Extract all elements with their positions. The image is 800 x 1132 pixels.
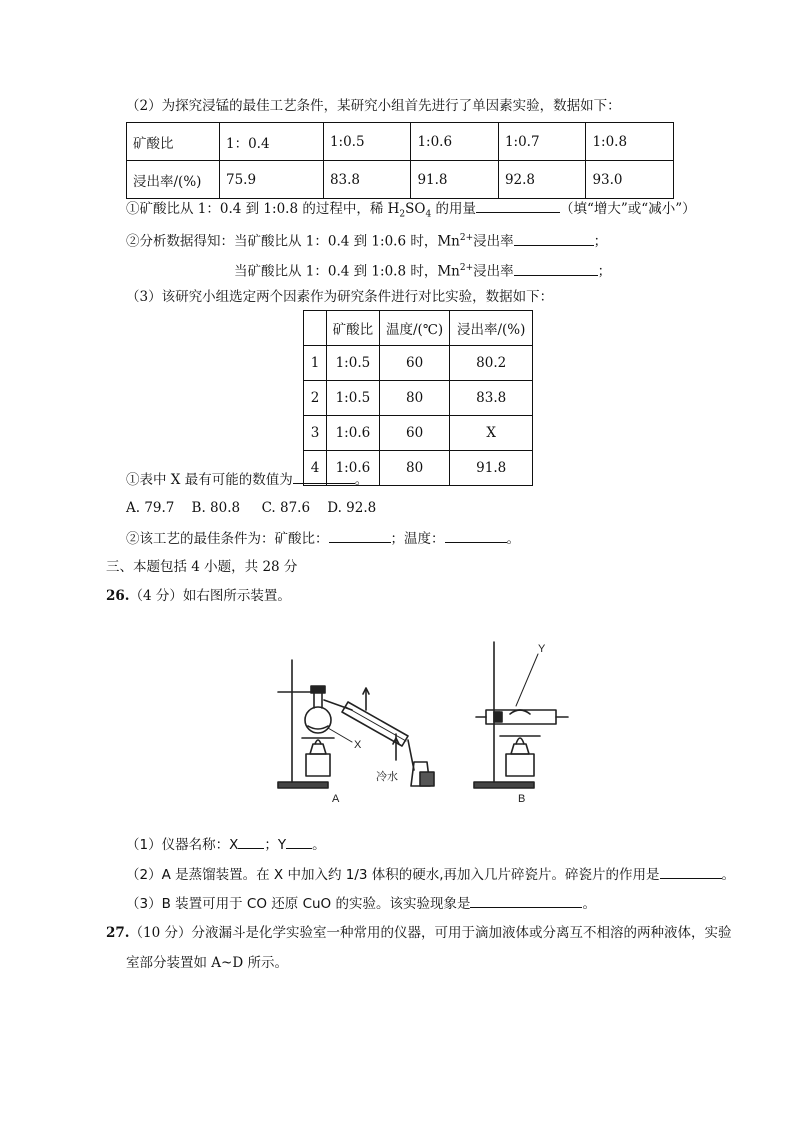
table-cell: 1:0.8 — [586, 123, 674, 161]
table-cell: 1:0.6 — [411, 123, 499, 161]
table-row — [304, 311, 533, 346]
label-cold-water: 冷水 — [376, 770, 398, 783]
table-cell: X — [450, 416, 533, 451]
table-cell: 4 — [304, 451, 327, 486]
answer-blank[interactable] — [514, 261, 598, 276]
table-cell: 1:0.6 — [327, 416, 380, 451]
table-cell: 1:0.6 — [327, 451, 380, 486]
ice-block — [420, 772, 434, 786]
q2-sub1: ①矿酸比从 1：0.4 到 1:0.8 的过程中，稀 $H_2SO_4$ 的用量 （填“增大”或“减小”） — [126, 198, 696, 225]
table-cell: 80 — [379, 451, 450, 486]
q3-options: A. 79.7 B. 80.8 C. 87.6 D. 92.8 — [126, 500, 377, 516]
stand-base — [474, 782, 534, 788]
stopper — [311, 686, 325, 693]
answer-blank[interactable] — [445, 528, 507, 543]
table-row — [127, 161, 674, 199]
table-row — [127, 123, 674, 161]
apparatus-figure — [268, 632, 588, 807]
answer-blank[interactable] — [514, 231, 594, 246]
answer-blank[interactable] — [238, 834, 264, 849]
table-cell: 60 — [379, 346, 450, 381]
table-cell: 浸出率/(%) — [127, 161, 220, 199]
q2-sub2a: ②分析数据得知：当矿酸比从 1：0.4 到 1:0.6 时，$Mn^{2+}$浸出率 ； — [126, 228, 607, 252]
alcohol-lamp — [511, 744, 529, 754]
q3-sub2: ②该工艺的最佳条件为：矿酸比： ；温度： 。 — [126, 528, 520, 549]
table-cell: 矿酸比 — [127, 123, 220, 161]
table-cell: 1 — [304, 346, 327, 381]
answer-blank[interactable] — [660, 864, 722, 879]
table-cell: 2 — [304, 381, 327, 416]
caption-a: A — [332, 793, 340, 805]
table-cell: 83.8 — [323, 161, 411, 199]
table-cell — [304, 311, 327, 346]
table-single-factor — [126, 122, 674, 199]
stand-base — [278, 782, 328, 788]
section-heading: 三、本题包括 4 小题，共 28 分 — [106, 559, 298, 575]
table-cell: 80 — [379, 381, 450, 416]
answer-blank[interactable] — [293, 469, 355, 484]
q26-sub2: （2）A 是蒸馏装置。在 X 中加入约 1/3 体积的硬水,再加入几片碎瓷片。碎瓷片的作用是 。 — [126, 864, 735, 885]
table-cell: 60 — [379, 416, 450, 451]
table-cell: 1:0.5 — [327, 346, 380, 381]
table-cell: 矿酸比 — [327, 311, 380, 346]
table-cell: 1:0.7 — [498, 123, 586, 161]
table-row — [304, 346, 533, 381]
q2-sub2b: 当矿酸比从 1：0.4 到 1:0.8 时，$Mn^{2+}$浸出率 ； — [234, 258, 611, 282]
table-row — [304, 381, 533, 416]
q3-intro: （3）该研究小组选定两个因素作为研究条件进行对比实验，数据如下： — [126, 289, 554, 305]
table-cell: 浸出率/(%) — [450, 311, 533, 346]
answer-blank[interactable] — [286, 834, 312, 849]
table-row — [304, 416, 533, 451]
flame-icon — [516, 738, 524, 744]
table-cell: 93.0 — [586, 161, 674, 199]
label-x: X — [354, 739, 362, 751]
alcohol-lamp — [310, 744, 326, 754]
answer-blank[interactable] — [329, 528, 391, 543]
label-y: Y — [538, 643, 546, 655]
table-cell: 91.8 — [411, 161, 499, 199]
table-cell: 75.9 — [220, 161, 324, 199]
q26-sub3: （3）B 装置可用于 CO 还原 CuO 的实验。该实验现象是 。 — [126, 893, 596, 914]
answer-blank[interactable] — [470, 893, 582, 908]
table-two-factor — [303, 310, 533, 486]
table-cell: 1：0.4 — [220, 123, 324, 161]
answer-blank[interactable] — [476, 198, 560, 213]
table-cell: 83.8 — [450, 381, 533, 416]
q2-intro: （2）为探究浸锰的最佳工艺条件，某研究小组首先进行了单因素实验，数据如下： — [126, 98, 621, 114]
apparatus-a — [278, 660, 434, 805]
table-cell: 1:0.5 — [323, 123, 411, 161]
apparatus-b — [474, 642, 568, 805]
table-cell: 80.2 — [450, 346, 533, 381]
table-cell: 92.8 — [498, 161, 586, 199]
table-cell: 温度/(℃) — [379, 311, 450, 346]
q26-heading: 26.（4 分）如右图所示装置。 — [106, 588, 291, 604]
q26-sub1: （1）仪器名称：X ；Y 。 — [126, 834, 326, 855]
table-cell: 1:0.5 — [327, 381, 380, 416]
caption-b: B — [518, 793, 526, 805]
q27-line2: 室部分装置如 A~D 所示。 — [126, 955, 288, 971]
table-cell: 91.8 — [450, 451, 533, 486]
q27-line1: 27.（10 分）分液漏斗是化学实验室一种常用的仪器，可用于滴加液体或分离互不相溶的两种液体，实验 — [106, 925, 732, 941]
q3-sub1: ①表中 X 最有可能的数值为 。 — [126, 469, 368, 490]
table-cell: 3 — [304, 416, 327, 451]
